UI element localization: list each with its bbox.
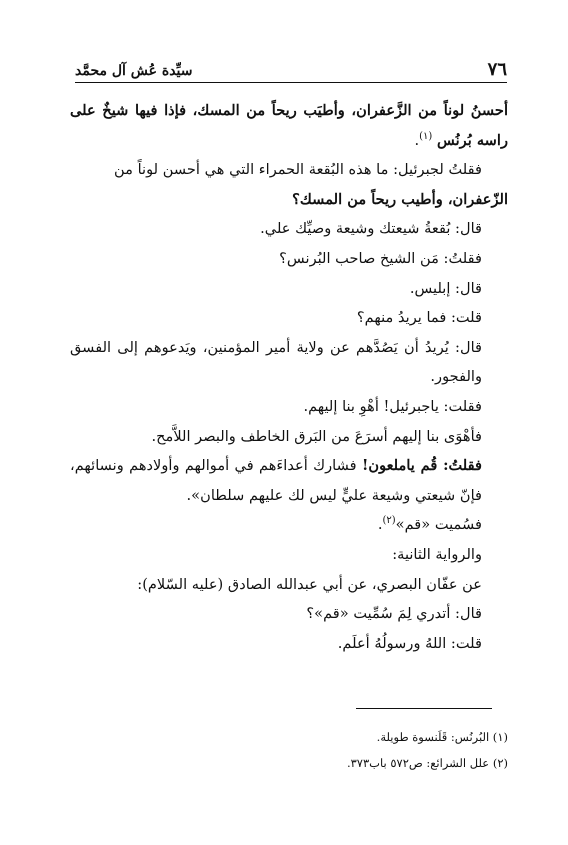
paragraph-text-bold: فقلتُ: قُم ياملعون! xyxy=(361,457,482,475)
body-text xyxy=(70,96,508,658)
footnote: (١) البُرنُس: قَلَنسوة طويلة. xyxy=(376,730,508,744)
paragraph xyxy=(70,96,508,155)
punctuation: . xyxy=(377,516,383,534)
page-number: ٧٦ xyxy=(487,59,507,80)
paragraph: قلت: فما يريدُ منهم؟ xyxy=(356,309,482,327)
footnote-divider xyxy=(356,708,492,709)
paragraph-text: فسُميت «قم» xyxy=(395,516,482,534)
paragraph: والرواية الثانية: xyxy=(392,545,482,563)
running-title: سيِّدة عُش آل محمَّد xyxy=(75,63,193,79)
paragraph: عن عفّان البصري، عن أبي عبدالله الصادق (عليه السّلام): xyxy=(137,575,482,593)
paragraph xyxy=(70,510,508,540)
paragraph: فقلت: ياجبرئيل! أهْوِ بنا إليهم. xyxy=(303,397,482,415)
paragraph: الزّعفران، وأطيب ريحاً من المسك؟ xyxy=(292,190,508,208)
paragraph: فقلتُ: مَن الشيخ صاحب البُرنس؟ xyxy=(279,249,482,267)
paragraph-text: أحسنُ لوناً من الزَّعفران، وأطيَب ريحاً من المسك، فإذا فيها شيخٌ على راسه بُرنُس xyxy=(70,102,508,149)
paragraph: قال: إبليس. xyxy=(409,279,482,297)
paragraph: قال: بُقعةُ شيعتك وشيعة وصيِّك علي. xyxy=(260,220,482,238)
paragraph: قال: يُريدُ أن يَصُدَّهم عن ولاية أمير المؤمنين، ويَدعوهم إلى الفسق والفجور. xyxy=(70,338,482,386)
footnote-ref: (١) xyxy=(419,130,433,142)
paragraph-text: فشارك أعداءَهم في أموالهم وأولادهم ونسائهم، فإنّ شيعتي وشيعة عليٍّ ليس لك عليهم سلطان». xyxy=(70,457,482,504)
paragraph: قال: أتدري لِمَ سُمِّيت «قم»؟ xyxy=(306,605,482,623)
footnote-ref: (٢) xyxy=(382,515,396,527)
paragraph: فأهْوَى بنا إليهم أسرَعَ من البَرق الخاطف والبصر اللاَّمح. xyxy=(151,427,482,445)
paragraph: فقلتُ لجبرئيل: ما هذه البُقعة الحمراء التي هي أحسن لوناً من xyxy=(114,161,482,179)
paragraph xyxy=(70,451,508,510)
page-header xyxy=(75,60,507,83)
punctuation: . xyxy=(414,131,420,149)
footnotes xyxy=(70,724,508,776)
paragraph: قلت: اللهُ ورسولُهُ أعلَم. xyxy=(337,634,482,652)
footnote: (٢) علل الشرائع: ص٥٧٢ باب٣٧٣. xyxy=(346,756,508,770)
